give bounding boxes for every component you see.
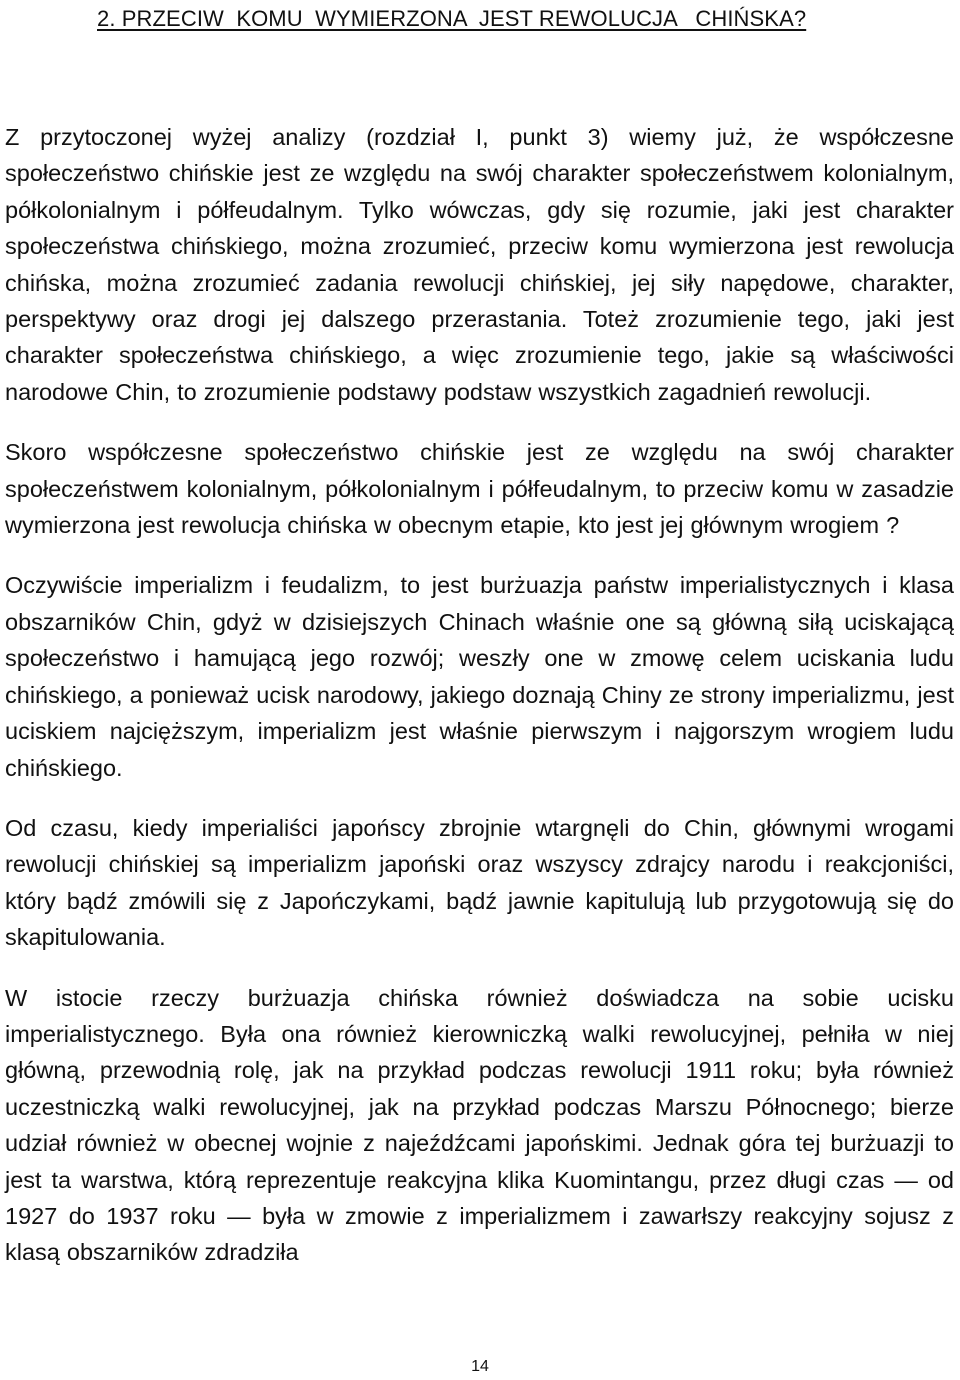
paragraph-2: Skoro współczesne społeczeństwo chińskie jest ze względu na swój charakter społeczeństwem kolonialnym, półkolonialnym i półfeudalnym, to przeciw komu w zasadzie wymierzona jest rewolucja chińska w obecnym etapie, kto jest jej głównym wrogiem ? [5, 439, 954, 539]
paragraph-4: Od czasu, kiedy imperialiści japońscy zbrojnie wtargnęli do Chin, głównymi wrogami rewolucji chińskiej są imperializm japoński oraz wszyscy zdrajcy narodu i reakcjoniści, który bądź zmówili się z Japończykami, bądź jawnie kapitulują lub przygotowują się do skapitulowania. [5, 814, 954, 951]
paragraph-3: Oczywiście imperializm i feudalizm, to jest burżuazja państw imperialistycznych i klasa obszarników Chin, gdyż w dzisiejszych Chinach właśnie one są główną siłą uciskającą społeczeństwo i hamującą jego rozwój; weszły one w zmowę celem uciskania ludu chińskiego, a ponieważ ucisk narodowy, jakiego doznają Chiny ze strony imperializmu, jest uciskiem najcięższym, imperializm jest właśnie pierwszym i najgorszym wrogiem ludu chińskiego. [5, 572, 954, 781]
section-heading: 2. PRZECIW KOMU WYMIERZONA JEST REWOLUCJA CHIŃSKA? [97, 6, 807, 31]
paragraph-1: Z przytoczonej wyżej analizy (rozdział I, punkt 3) wiemy już, że współczesne społeczeństwo chińskie jest ze względu na swój charakter społeczeństwem kolonialnym, półkolonialnym i półfeudalnym. Tylko wówczas, gdy się rozumie, jaki jest charakter społeczeństwa chińskiego, można zrozumieć, przeciw komu wymierzona jest rewolucja chińska, można zrozumieć zadania rewolucji chińskiej, jej siły napędowe, charakter, perspektywy oraz drogi jej dalszego przerastania. Toteż zrozumienie tego, jaki jest charakter społeczeństwa chińskiego, a więc zrozumienie tego, jakie są właściwości narodowe Chin, to zrozumienie podstawy podstaw wszystkich zagadnień rewolucji. [5, 124, 954, 405]
page-number: 14 [471, 1358, 489, 1375]
paragraph-5: W istocie rzeczy burżuazja chińska również doświadcza na sobie ucisku imperialistycznego. Była ona również kierowniczką walki rewolucyjnej, pełniła w niej główną, przewodnią rolę, jak na przykład podczas rewolucji 1911 roku; była również uczestniczką walki rewolucyjnej, jak na przykład podczas Marszu Północnego; bierze udział również w obecnej wojnie z najeźdźcami japońskimi. Jednak góra tej burżuazji to jest ta warstwa, którą reprezentuje reakcyjna klika Kuomintangu, przez długi czas — od 1927 do 1937 roku — była w zmowie z imperializmem i zawarłszy reakcyjny sojusz z klasą obszarników zdradziła [5, 984, 954, 1266]
